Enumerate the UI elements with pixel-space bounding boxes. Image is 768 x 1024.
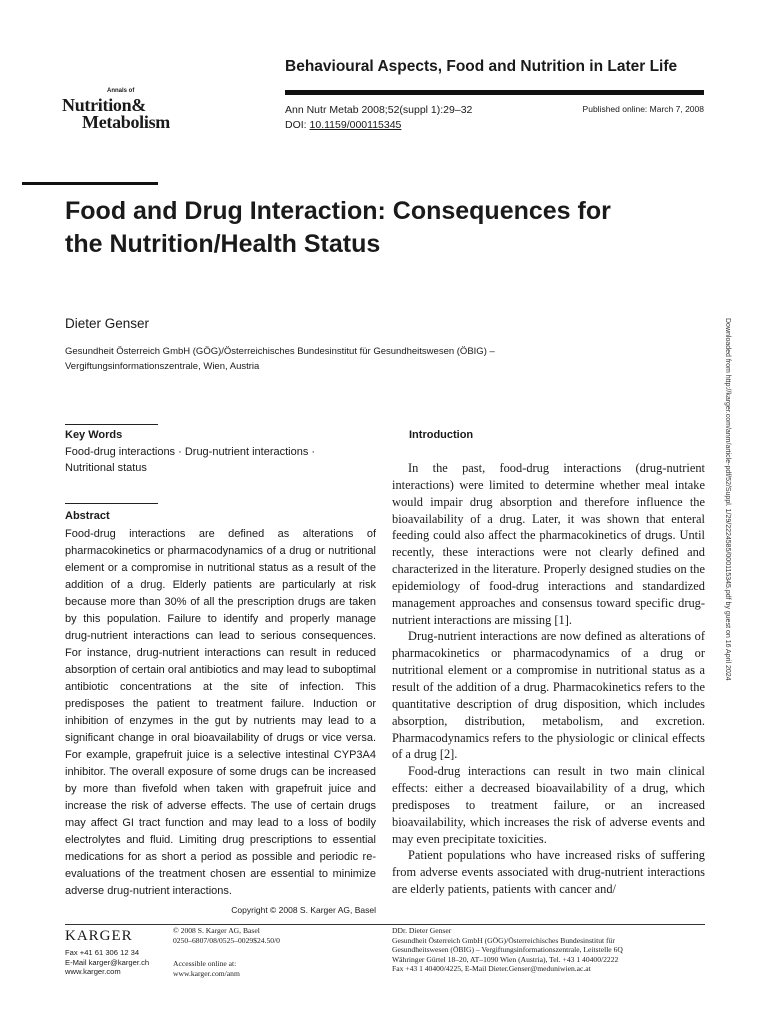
keywords-heading: Key Words	[65, 429, 123, 441]
citation	[285, 103, 472, 133]
abstract-copyright: Copyright © 2008 S. Karger AG, Basel	[231, 905, 376, 915]
citation-line: Ann Nutr Metab 2008;52(suppl 1):29–32	[285, 104, 473, 116]
journal-logo-small: Annals of	[107, 88, 135, 94]
correspondence-line: Gesundheit Österreich GmbH (GÖG)/Österreichisches Bundesinstitut für	[392, 935, 615, 945]
author-name: Dieter Genser	[65, 316, 150, 331]
article-title: Food and Drug Interaction: Consequences for the Nutrition/Health Status	[65, 197, 611, 258]
correspondence-address	[392, 926, 707, 974]
journal-logo	[62, 88, 192, 136]
correspondence-line: Gesundheitswesen (ÖBIG) – Vergiftungsinformationszentrale, Leitstelle 6Q	[392, 945, 623, 954]
publisher-fax: Fax +41 61 306 12 34	[65, 948, 140, 957]
download-notice: Downloaded from http://karger.com/anm/article-pdf/52/Suppl. 1/29/2224585/000115345.pdf by guest on 16 April 2024	[724, 318, 731, 681]
intro-paragraph: Patient populations who have increased risks of suffering from adverse events associated with drug-nutrient interactions are elderly patients, patients with cancer and/	[392, 848, 705, 897]
published-date: Published online: March 7, 2008	[582, 104, 704, 114]
abstract-text: Food-drug interactions are defined as alterations of pharmacokinetics or pharmacodynamics of a drug or nutritional element or a compromise in nutritional status as a result of the addition of a drug. Elderly patients are particularly at risk because more than 30% of all the prescription drugs are taken by this population. Failure to identify and properly manage drug-nutrient interactions can lead to serious consequences. For instance, drug-nutrient interactions can result in reduced absorption of certain oral antibiotics and may lead to suboptimal antibiotic concentrations at the site of infection. This predisposes the patient to treatment failure. Induction or inhibition of enzymes in the gut by nutrients may lead to a significant change in oral bioavailability of drugs or vice versa. For example, grapefruit juice is a selective intestinal CYP3A4 inhibitor. The overall exposure of some drugs can be increased by more than fivefold when taken with grapefruit juice and increase the risk of adverse effects. The use of certain drugs may affect GI tract function and may lead to a loss of bodily electrolytes and fluid. Limiting drug prescriptions to essential medications for as short a period as possible and periodic re-evaluations of the treatment chosen are essential to minimize adverse drug-nutrient interactions.	[65, 528, 376, 897]
footer-copyright	[173, 926, 280, 945]
abstract-body	[65, 526, 376, 919]
introduction-heading: Introduction	[409, 429, 474, 441]
doi-label: DOI:	[285, 119, 310, 131]
journal-logo-line1: Nutrition&	[62, 95, 146, 115]
publisher-website: www.karger.com	[65, 967, 121, 976]
footer-rule	[65, 924, 705, 925]
correspondence-line: DDr. Dieter Genser	[392, 926, 452, 935]
title-rule	[22, 182, 158, 185]
publisher-logo: KARGER	[65, 928, 133, 944]
keywords-rule	[65, 424, 158, 425]
footer-access-url: www.karger.com/anm	[173, 968, 240, 978]
author-affiliation: Gesundheit Österreich GmbH (GÖG)/Österreichisches Bundesinstitut für Gesundheitswesen (ÖBIG) – Vergiftungsinformationszentrale, Wien, Austria	[65, 346, 495, 372]
abstract-rule	[65, 503, 158, 504]
footer-issn-line: 0250–6807/08/0525–0029$24.50/0	[173, 935, 280, 945]
correspondence-line: Fax +43 1 40400/4225, E-Mail Dieter.Genser@meduniwien.ac.at	[392, 964, 591, 973]
header-rule	[285, 90, 704, 95]
introduction-body	[392, 460, 705, 898]
journal-logo-line2: Metabolism	[82, 112, 170, 132]
doi-line	[285, 118, 472, 133]
publisher-contact	[65, 948, 149, 977]
intro-paragraph: Food-drug interactions can result in two main clinical effects: either a decreased bioavailability of a drug, which predisposes to treatment failure, or an increased bioavailability, which increases the risk of adverse events and may even precipitate toxicities.	[392, 764, 705, 846]
footer-access-label: Accessible online at:	[173, 959, 237, 968]
intro-paragraph: In the past, food-drug interactions (drug-nutrient interactions) were limited to determine whether meal intake would impair drug absorption and therefore influence the bioavailability of a drug. Later, it was shown that enteral feeding could also affect the pharmacokinetics of drugs. Until recently, these interactions were not clearly defined and characterized in the literature. Properly designed studies on the epidemiology of food-drug interactions and standardized management approaches and consensus toward specific drug-nutrient interactions are missing [1].	[392, 461, 705, 627]
intro-paragraph: Drug-nutrient interactions are now defined as alterations of pharmacokinetics or pharmacodynamics of a drug or nutritional element or a compromise in nutritional status as a result of the addition of a drug. Pharmacokinetics refers to the quantitative description of drug disposition, which includes absorption, distribution, metabolism, and excretion. Pharmacodynamics refers to the physiologic or clinical effects of a drug [2].	[392, 629, 705, 762]
publisher-email: E-Mail karger@karger.ch	[65, 957, 150, 967]
correspondence-line: Währinger Gürtel 18–20, AT–1090 Wien (Austria), Tel. +43 1 40400/2222	[392, 954, 619, 964]
doi-link[interactable]: 10.1159/000115345	[309, 119, 402, 131]
series-title: Behavioural Aspects, Food and Nutrition in Later Life	[285, 58, 678, 75]
abstract-heading: Abstract	[65, 510, 110, 522]
footer-copyright-line: © 2008 S. Karger AG, Basel	[173, 926, 260, 935]
keywords-text: Food-drug interactions · Drug-nutrient interactions · Nutritional status	[65, 446, 316, 474]
footer-access	[173, 959, 240, 978]
